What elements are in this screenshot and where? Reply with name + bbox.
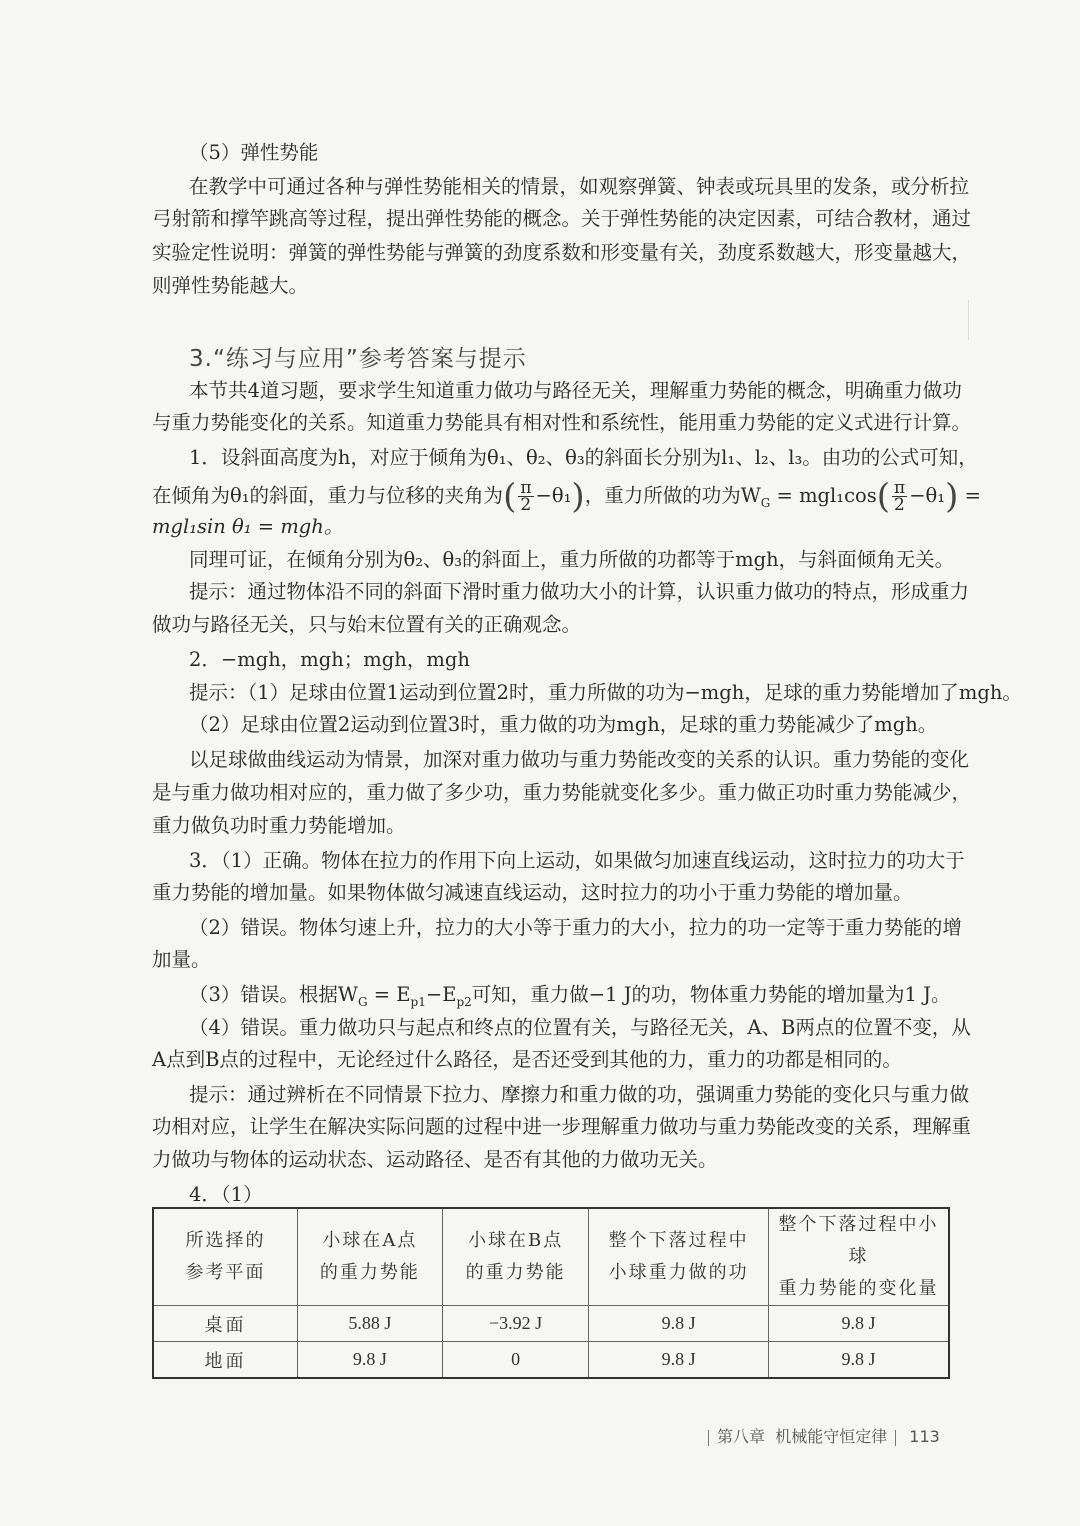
right-paren: ) <box>571 476 585 517</box>
table-cell: 9.8 J <box>589 1342 769 1379</box>
hint-line: （2）足球由位置2运动到位置3时，重力做的功为mgh，足球的重力势能减少了mgh。 <box>189 713 938 736</box>
table-cell: 9.8 J <box>298 1342 443 1379</box>
footer-divider <box>895 1430 896 1446</box>
formula-text: = mgl₁cos <box>770 484 877 507</box>
question-2-answer: 2．−mgh，mgh；mgh，mgh <box>189 648 470 671</box>
fraction-denominator: 2 <box>894 495 905 515</box>
paragraph-line: 与重力势能变化的关系。知道重力势能具有相对性和系统性，能用重力势能的定义式进行计算。 <box>152 411 972 434</box>
left-paren: ( <box>503 476 517 517</box>
fraction-denominator: 2 <box>520 495 532 515</box>
question-1-line: 1．设斜面高度为h，对应于倾角为θ₁、θ₂、θ₃的斜面长分别为l₁、l₂、l₃。由功的公式可知， <box>189 446 978 469</box>
paragraph-line: 本节共4道习题，要求学生知道重力做功与路径无关，理解重力势能的概念，明确重力做功 <box>189 379 962 402</box>
fraction-numerator: π <box>520 478 532 498</box>
hint-line: 做功与路径无关，只与始末位置有关的正确观念。 <box>152 613 582 636</box>
table-row <box>153 1342 949 1379</box>
table-cell: 0 <box>442 1342 589 1379</box>
subscript: G <box>357 994 368 1009</box>
question-3-formula-line <box>189 980 952 1017</box>
formula-text: ，重力所做的功为W <box>584 484 761 507</box>
hint-line: 力做功与物体的运动状态、运动路径、是否有其他的力做功无关。 <box>152 1148 718 1171</box>
paragraph-line: 在教学中可通过各种与弹性势能相关的情景，如观察弹簧、钟表或玩具里的发条，或分析拉 <box>189 175 970 198</box>
paragraph-line: 是与重力做功相对应的，重力做了多少功，重力势能就变化多少。重力做正功时重力势能减少， <box>152 781 972 804</box>
table-row <box>153 1306 949 1342</box>
question-4-label: 4．（1） <box>189 1183 263 1206</box>
subscript: p2 <box>456 994 472 1009</box>
hint-line: 提示：通过物体沿不同的斜面下滑时重力做功大小的计算，认识重力做功的特点，形成重力 <box>189 580 970 603</box>
formula-text: （3）错误。根据W <box>189 983 358 1006</box>
fraction-numerator: π <box>894 478 906 498</box>
question-3-line: A点到B点的过程中，无论经过什么路径，是否还受到其他的力，重力的功都是相同的。 <box>152 1048 902 1071</box>
subscript: G <box>760 495 771 510</box>
question-3-line: （2）错误。物体匀速上升，拉力的大小等于重力的大小，拉力的功一定等于重力势能的增 <box>189 916 962 939</box>
question-3-line: 加量。 <box>152 948 211 971</box>
potential-energy-table <box>152 1207 950 1379</box>
hint-line: 功相对应，让学生在解决实际问题的过程中进一步理解重力做功与重力势能改变的关系，理解重 <box>152 1115 972 1138</box>
hint-line: 提示：通过辨析在不同情景下拉力、摩擦力和重力做的功，强调重力势能的变化只与重力做 <box>189 1083 970 1106</box>
footer-chapter-title: 机械能守恒定律 <box>775 1427 888 1446</box>
formula-text: −θ₁ <box>535 484 572 507</box>
table-cell: 9.8 J <box>768 1342 949 1379</box>
subsection-title: （5）弹性势能 <box>189 141 319 164</box>
table-cell: 桌面 <box>153 1306 298 1342</box>
scan-artifact-line <box>968 300 969 340</box>
page-number: 113 <box>909 1427 940 1446</box>
formula-text: = <box>958 484 981 507</box>
question-1-line: 同理可证，在倾角分别为θ₂、θ₃的斜面上，重力所做的功都等于mgh，与斜面倾角无关。 <box>189 548 955 571</box>
left-paren: ( <box>876 476 891 517</box>
formula-text: −θ₁ <box>909 484 946 507</box>
table-header-row <box>153 1208 949 1306</box>
formula-text: −E <box>425 983 457 1006</box>
footer-divider <box>708 1430 709 1446</box>
section-heading: 3.“练习与应用”参考答案与提示 <box>189 346 527 372</box>
hint-line: 提示：（1）足球由位置1运动到位置2时，重力所做的功为−mgh，足球的重力势能增加了mgh。 <box>189 681 1022 704</box>
page-footer <box>700 1424 940 1447</box>
table-cell: 地面 <box>153 1342 298 1379</box>
question-3-line: 3．（1）正确。物体在拉力的作用下向上运动，如果做匀加速直线运动，这时拉力的功大于 <box>189 849 965 872</box>
formula-text: 在倾角为θ₁的斜面，重力与位移的夹角为 <box>152 484 504 507</box>
paragraph-line: 则弹性势能越大。 <box>152 274 309 297</box>
formula-text: = E <box>367 983 411 1006</box>
header-potential-at-a: 小球在A点 的重力势能 <box>298 1208 443 1306</box>
pi-over-2-fraction <box>892 480 907 513</box>
table-cell: −3.92 J <box>442 1306 589 1342</box>
right-paren: ) <box>945 476 959 517</box>
footer-chapter: 第八章 <box>717 1427 766 1446</box>
paragraph-line: 弓射箭和撑竿跳高等过程，提出弹性势能的概念。关于弹性势能的决定因素，可结合教材，通过 <box>152 207 972 230</box>
header-potential-change: 整个下落过程中小球 重力势能的变化量 <box>768 1208 949 1306</box>
paragraph-line: 重力做负功时重力势能增加。 <box>152 814 406 837</box>
pi-over-2-fraction <box>518 480 533 513</box>
question-1-line: mgl₁sin θ₁ = mgh。 <box>152 515 344 538</box>
paragraph-line: 以足球做曲线运动为情景，加深对重力做功与重力势能改变的关系的认识。重力势能的变化 <box>189 748 970 771</box>
question-3-line: 重力势能的增加量。如果物体做匀减速直线运动，这时拉力的功小于重力势能的增加量。 <box>152 881 913 904</box>
subscript: p1 <box>410 994 426 1009</box>
question-3-line: （4）错误。重力做功只与起点和终点的位置有关，与路径无关，A、B两点的位置不变，从 <box>189 1016 971 1039</box>
formula-text: 可知，重力做−1 J的功，物体重力势能的增加量为1 J。 <box>471 983 951 1006</box>
table-cell: 9.8 J <box>768 1306 949 1342</box>
paragraph-line: 实验定性说明：弹簧的弹性势能与弹簧的劲度系数和形变量有关，劲度系数越大，形变量越大， <box>152 241 972 264</box>
header-gravity-work: 整个下落过程中 小球重力做的功 <box>589 1208 769 1306</box>
table-cell: 9.8 J <box>589 1306 769 1342</box>
table-cell: 5.88 J <box>298 1306 443 1342</box>
header-potential-at-b: 小球在B点 的重力势能 <box>442 1208 589 1306</box>
header-reference-plane: 所选择的 参考平面 <box>153 1208 298 1306</box>
